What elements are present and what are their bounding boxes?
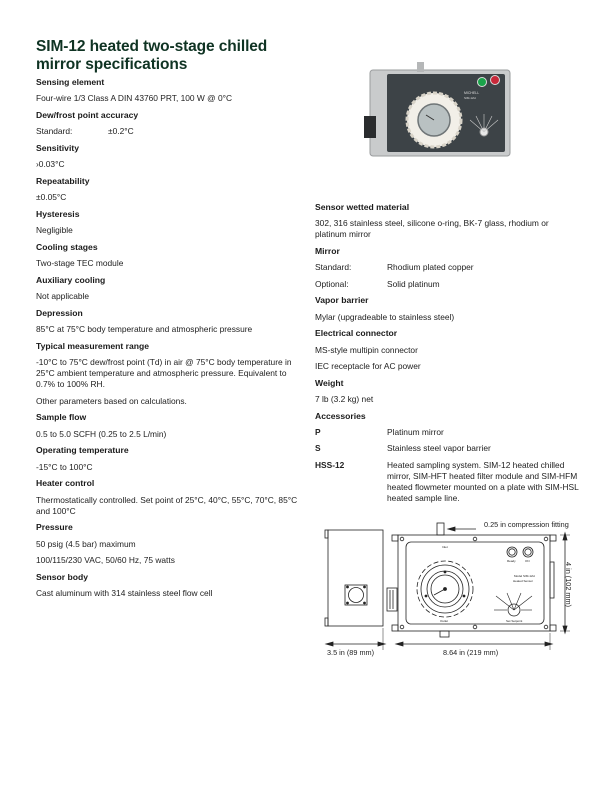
page-title: SIM-12 heated two-stage chilled mirror specifications	[36, 38, 268, 73]
spec-heading: Auxiliary cooling	[36, 274, 106, 285]
spec-value: Solid platinum	[387, 278, 440, 289]
svg-text:MICHELL: MICHELL	[464, 91, 480, 95]
spec-heading: Typical measurement range	[36, 340, 150, 351]
spec-value: 85°C at 75°C body temperature and atmospheric pressure	[36, 324, 253, 335]
spec-row	[36, 126, 301, 137]
spec-value: 302, 316 stainless steel, silicone o-ring, BK-7 glass, rhodium or platinum mirror	[315, 218, 549, 240]
height-dimension-label: 4 in (102 mm)	[564, 562, 573, 608]
spec-heading: Repeatability	[36, 175, 90, 186]
spec-value: Four-wire 1/3 Class A DIN 43760 PRT, 100 W @ 0°C	[36, 93, 233, 104]
spec-value: 0.5 to 5.0 SCFH (0.25 to 2.5 L/min)	[36, 428, 167, 439]
spec-heading: Mirror	[315, 245, 340, 256]
spec-value: 7 lb (3.2 kg) net	[315, 394, 374, 405]
accessory-description: Stainless steel vapor barrier	[387, 443, 491, 454]
spec-value: IEC receptacle for AC power	[315, 361, 421, 372]
spec-heading: Pressure	[36, 522, 73, 533]
spec-heading: Dew/frost point accuracy	[36, 109, 139, 120]
spec-value: ›0.03°C	[36, 159, 65, 170]
spec-row	[315, 262, 580, 273]
accessory-row	[315, 443, 580, 454]
spec-value: Cast aluminum with 314 stainless steel flow cell	[36, 587, 213, 598]
spec-heading: Sample flow	[36, 412, 87, 423]
spec-heading: Cooling stages	[36, 241, 98, 252]
specs-left-column	[36, 77, 301, 604]
spec-heading: Sensor body	[36, 571, 89, 582]
spec-value: -15°C to 100°C	[36, 461, 93, 472]
spec-heading: Hysteresis	[36, 208, 80, 219]
brand-label: Heated Sensor	[513, 579, 534, 583]
spec-heading: Accessories	[315, 410, 366, 421]
model-label: Model SIM-12H	[514, 574, 535, 578]
accessory-description: Heated sampling system. SIM-12 heated chilled mirror, SIM-HFT heated filter module and SIM-HFM heated flowmeter mounted on a plate with SIM-HSL heated sample line.	[387, 459, 579, 503]
spec-heading: Operating temperature	[36, 445, 129, 456]
spec-value: Negligible	[36, 225, 73, 236]
spec-value: 100/115/230 VAC, 50/60 Hz, 75 watts	[36, 554, 175, 565]
spec-heading: Depression	[36, 307, 83, 318]
spec-heading: Vapor barrier	[315, 295, 369, 306]
spec-value: ±0.2°C	[108, 126, 134, 137]
spec-label: Standard:	[315, 262, 352, 273]
spec-heading: Weight	[315, 377, 344, 388]
spec-value: Not applicable	[36, 291, 90, 302]
spec-label: Optional:	[315, 278, 349, 289]
spec-value: MS-style multipin connector	[315, 344, 418, 355]
spec-row	[315, 279, 580, 290]
spec-heading: Sensitivity	[36, 142, 79, 153]
specs-right-column	[315, 202, 580, 509]
spec-heading: Heater control	[36, 478, 95, 489]
spec-note: Other parameters based on calculations.	[36, 395, 187, 406]
accessory-code: S	[315, 443, 321, 454]
accessory-code: HSS-12	[315, 459, 345, 470]
ready-label: Ready	[507, 559, 516, 563]
spec-heading: Sensing element	[36, 77, 105, 87]
depth-dimension-label: 3.5 in (89 mm)	[327, 648, 375, 657]
spec-value: ±0.05°C	[36, 192, 67, 203]
product-photo	[362, 58, 512, 176]
accessory-code: P	[315, 427, 321, 437]
setpoint-label: Set Setpoint	[506, 619, 523, 623]
on-label: ON	[525, 559, 530, 563]
dimension-drawing	[318, 516, 588, 661]
svg-text:SIM-12H: SIM-12H	[464, 96, 476, 100]
spec-heading: Electrical connector	[315, 328, 398, 339]
spec-value: -10°C to 75°C dew/frost point (Td) in air @ 75°C body temperature in 25°C ambient temperature and atmospheric pressure. Equivalent to 0.7% to 100% RH.	[36, 357, 292, 390]
spec-value: Two-stage TEC module	[36, 258, 124, 269]
spec-value: Mylar (upgradeable to stainless steel)	[315, 311, 455, 322]
accessory-row	[315, 460, 580, 504]
spec-label: Standard:	[36, 126, 73, 137]
inlet-label: Inlet	[442, 545, 448, 549]
width-dimension-label: 8.64 in (219 mm)	[443, 648, 499, 657]
fitting-dimension-label: 0.25 in compression fitting	[484, 520, 569, 529]
spec-value: Rhodium plated copper	[387, 262, 474, 273]
spec-value: Thermostatically controlled. Set point of 25°C, 40°C, 55°C, 70°C, 85°C and 100°C	[36, 494, 298, 516]
outlet-label: Outlet	[440, 619, 449, 623]
spec-heading: Sensor wetted material	[315, 202, 410, 212]
accessory-description: Platinum mirror	[387, 427, 444, 437]
accessory-row	[315, 427, 580, 438]
spec-value: 50 psig (4.5 bar) maximum	[36, 538, 136, 549]
